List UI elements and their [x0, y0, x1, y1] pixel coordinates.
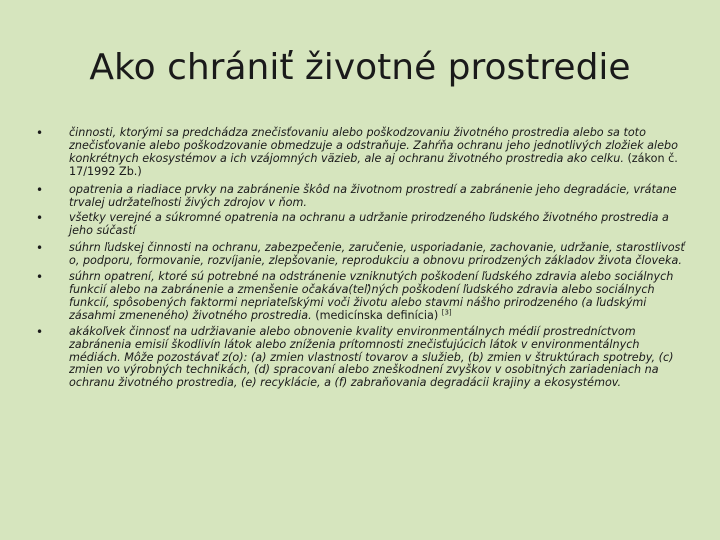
footnote-reference: [3] [441, 308, 452, 317]
bullet-text: súhrn ľudskej činnosti na ochranu, zabezpečenie, zaručenie, usporiadanie, zachovanie, udržanie, starostlivosť o, podporu, formovanie, rozvíjanie, zlepšovanie, reprodukciu a obnovu prirodzených základov života človeka. [69, 241, 685, 268]
bullet-dot-icon: • [36, 241, 44, 256]
bullet-dot-icon: • [36, 211, 44, 226]
bullet-text: všetky verejné a súkromné opatrenia na ochranu a udržanie prirodzeného ľudského životného prostredia a jeho súčastí [69, 211, 669, 238]
bullet-list [36, 127, 686, 390]
bullet-item-2 [36, 184, 686, 210]
bullet-item-6 [36, 326, 686, 391]
bullet-citation: (medicínska definícia) [311, 308, 442, 322]
bullet-dot-icon: • [36, 182, 44, 197]
bullet-item-1 [36, 127, 686, 179]
slide-title: Ako chrániť životné prostredie [89, 47, 631, 88]
bullet-item-3 [36, 212, 686, 238]
bullet-text: súhrn opatrení, ktoré sú potrebné na odstránenie vzniknutých poškodení ľudského zdravia alebo sociálnych funkcií alebo na zabránenie a zmenšenie očakáva(teľ)ných poškodení ľudského zdravia alebo sociálnych funkcií, spôsobených faktormi nepriateľskými voči životu alebo stavmi nášho prirodzeného (a ľudskými zásahmi zmeneného) životného prostredia. [69, 270, 674, 322]
bullet-item-5 [36, 271, 686, 323]
bullet-text: akákoľvek činnosť na udržiavanie alebo obnovenie kvality environmentálnych médií prostredníctvom zabránenia emisií škodlivín látok alebo zníženia prítomnosti znečisťujúcich látok v environmentálnych médiách. Môže pozostávať z(o): (a) zmien vlastností tovarov a služieb, (b) zmien v štruktúrach spotreby, (c) zmien vo výrobných technikách, (d) spracovaní alebo zneškodnení zvyškov v osobitných zariadeniach na ochranu životného prostredia, (e) recyklácie, a (f) zabraňovania degradácii krajiny a ekosystémov. [69, 324, 674, 390]
bullet-text: činnosti, ktorými sa predchádza znečisťovaniu alebo poškodzovaniu životného prostredia alebo sa toto znečisťovanie alebo poškodzovanie obmedzuje a odstraňuje. Zahŕňa ochranu jeho jednotlivých zložiek alebo konkrétnych ekosystémov a ich vzájomných väzieb, ale aj ochranu životného prostredia ako celku. [69, 126, 678, 165]
bullet-text: opatrenia a riadiace prvky na zabránenie škôd na životnom prostredí a zabránenie jeho degradácie, vrátane trvalej udržateľnosti živých zdrojov v ňom. [69, 182, 677, 209]
bullet-dot-icon: • [36, 126, 44, 140]
bullet-citation: (zákon č. 17/1992 Zb.) [69, 151, 678, 178]
bullet-item-4 [36, 242, 686, 268]
bullet-dot-icon: • [36, 270, 44, 285]
bullet-dot-icon: • [36, 324, 44, 339]
